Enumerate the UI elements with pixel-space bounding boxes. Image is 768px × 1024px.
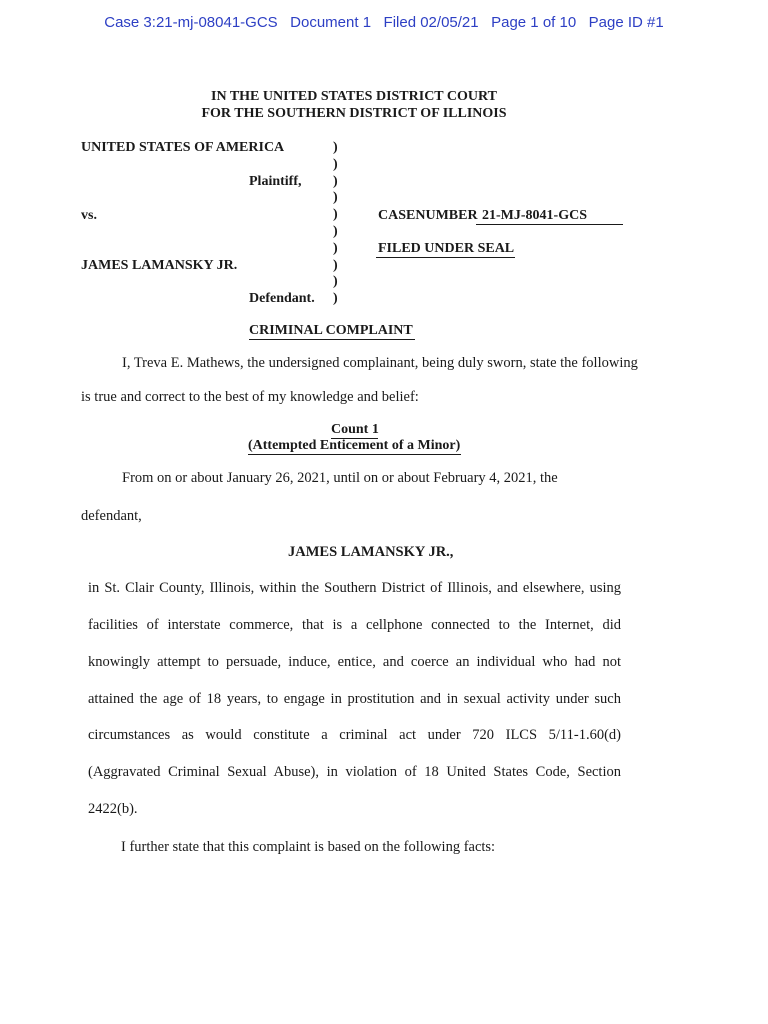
ecf-header-stamp: Case 3:21-mj-08041-GCS Document 1 Filed 02/05/21 Page 1 of 10 Page ID #1 <box>104 14 664 31</box>
defendant-heading: JAMES LAMANSKY JR., <box>288 544 454 560</box>
caption-paren: ) <box>333 240 338 256</box>
title-underline <box>249 339 415 340</box>
case-number-value: 21-MJ-8041-GCS <box>482 208 587 223</box>
count-subheading: (Attempted Enticement of a Minor) <box>248 438 461 453</box>
charge-line: (Aggravated Criminal Sexual Abuse), in violation of 18 United States Code, Section <box>88 764 621 780</box>
caption-paren: ) <box>333 257 338 273</box>
intro-line-1: I, Treva E. Mathews, the undersigned complainant, being duly sworn, state the following <box>122 355 638 371</box>
caption-paren: ) <box>333 223 338 239</box>
count-heading: Count 1 <box>331 422 379 437</box>
caption-parentheses <box>333 140 345 308</box>
charge-line: facilities of interstate commerce, that is a cellphone connected to the Internet, did <box>88 617 621 633</box>
count-subheading-underline <box>248 454 461 455</box>
plaintiff-role: Plaintiff, <box>249 174 302 189</box>
court-name-line-1: IN THE UNITED STATES DISTRICT COURT <box>211 89 497 104</box>
count-intro-line-1: From on or about January 26, 2021, until on or about February 4, 2021, the <box>122 470 558 486</box>
intro-line-2: is true and correct to the best of my knowledge and belief: <box>81 389 419 405</box>
caption-paren: ) <box>333 274 338 290</box>
case-number-underline <box>476 224 623 225</box>
caption-paren: ) <box>333 207 338 223</box>
seal-underline <box>376 257 515 258</box>
case-number-label: CASENUMBER <box>378 208 478 223</box>
charge-line: attained the age of 18 years, to engage in prostitution and in sexual activity under such <box>88 691 621 707</box>
complaint-title: CRIMINAL COMPLAINT <box>249 323 413 338</box>
plaintiff-name: UNITED STATES OF AMERICA <box>81 140 285 155</box>
caption-paren: ) <box>333 190 338 206</box>
charge-line: 2422(b). <box>88 801 138 817</box>
charge-line: in St. Clair County, Illinois, within the Southern District of Illinois, and elsewhere, using <box>88 580 621 596</box>
caption-paren: ) <box>333 291 338 307</box>
caption-paren: ) <box>333 173 338 189</box>
filed-under-seal-label: FILED UNDER SEAL <box>378 241 515 256</box>
caption-paren: ) <box>333 140 338 155</box>
count-intro-line-2: defendant, <box>81 508 142 524</box>
versus-label: vs. <box>81 208 97 223</box>
defendant-name: JAMES LAMANSKY JR. <box>81 258 238 273</box>
caption-paren: ) <box>333 156 338 172</box>
charge-line: circumstances as would constitute a criminal act under 720 ILCS 5/11-1.60(d) <box>88 727 621 743</box>
facts-intro: I further state that this complaint is based on the following facts: <box>121 839 496 855</box>
court-name-line-2: FOR THE SOUTHERN DISTRICT OF ILLINOIS <box>201 106 507 121</box>
charge-line: knowingly attempt to persuade, induce, entice, and coerce an individual who had not <box>88 654 621 670</box>
defendant-role: Defendant. <box>249 291 315 306</box>
